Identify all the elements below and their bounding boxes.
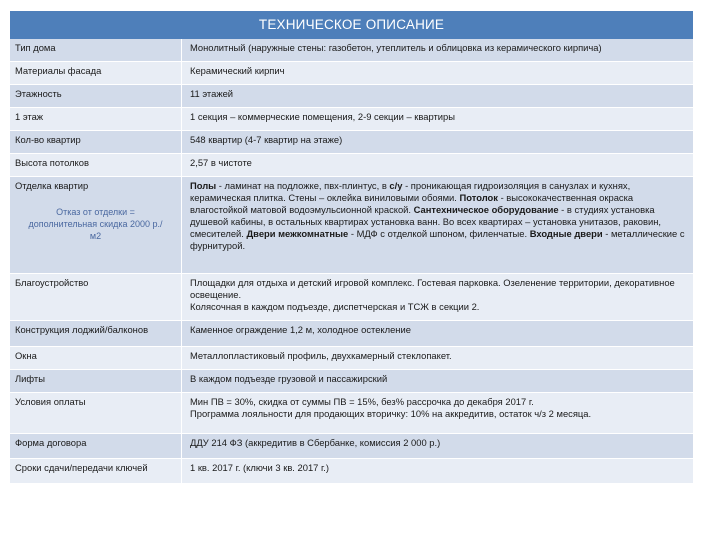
plumbing-term: Сантехническое оборудование bbox=[413, 204, 559, 215]
no-finish-discount-note: Отказ от отделки = дополнительная скидка 2000 р./м2 bbox=[28, 207, 163, 241]
finish-text: - металлические с фурнитурой. bbox=[190, 228, 685, 251]
row-label: 1 этаж bbox=[10, 108, 182, 130]
table-row bbox=[10, 39, 693, 62]
row-value-line: Мин ПВ = 30%, скидка от суммы ПВ = 15%, без% рассрочка до декабря 2017 г. bbox=[190, 396, 534, 407]
row-value: Керамический кирпич bbox=[190, 65, 285, 76]
table-row bbox=[10, 62, 693, 85]
tech-spec-table bbox=[10, 11, 693, 484]
row-value-line: Колясочная в каждом подъезде, диспетчерская и ТСЖ в секции 2. bbox=[190, 301, 480, 312]
row-label: Этажность bbox=[10, 85, 182, 107]
row-value: 11 этажей bbox=[190, 88, 234, 99]
table-row bbox=[10, 434, 693, 459]
table-row bbox=[10, 154, 693, 177]
row-label: Форма договора bbox=[10, 434, 182, 458]
row-label: Условия оплаты bbox=[10, 393, 182, 433]
table-row bbox=[10, 370, 693, 393]
table-row bbox=[10, 321, 693, 347]
row-value: В каждом подъезде грузовой и пассажирский bbox=[190, 373, 388, 384]
row-label-cell bbox=[10, 177, 182, 273]
finish-text: - высококачественная окраска влагостойкой матовой водоэмульсионной краской. bbox=[190, 192, 634, 215]
finish-text: - в студиях установка душевой кабины, в остальных квартирах установка ванн. Во всех квартирах – установка унитазов, раковин, смесителей. bbox=[190, 204, 662, 239]
table-row bbox=[10, 347, 693, 370]
table-row bbox=[10, 108, 693, 131]
row-value: 1 секция – коммерческие помещения, 2-9 секции – квартиры bbox=[190, 111, 455, 122]
row-label: Конструкция лоджий/балконов bbox=[10, 321, 182, 346]
row-label: Лифты bbox=[10, 370, 182, 392]
table-row bbox=[10, 131, 693, 154]
finish-description bbox=[182, 177, 693, 273]
table-row bbox=[10, 393, 693, 434]
row-value: 2,57 в чистоте bbox=[190, 157, 252, 168]
table-row bbox=[10, 459, 693, 484]
row-label: Окна bbox=[10, 347, 182, 369]
row-value: ДДУ 214 ФЗ (аккредитив в Сбербанке, комиссия 2 000 р.) bbox=[190, 437, 441, 448]
interior-doors-term: Двери межкомнатные bbox=[246, 228, 349, 239]
finish-text: - проникающая гидроизоляция в санузлах и кухнях, керамическая плитка. Стены – оклейка виниловыми обоями. bbox=[190, 180, 631, 203]
row-label: Высота потолков bbox=[10, 154, 182, 176]
row-label: Кол-во квартир bbox=[10, 131, 182, 153]
row-value bbox=[182, 393, 693, 433]
finish-text: - ламинат на подложке, пвх-плинтус, в bbox=[216, 180, 390, 191]
row-value bbox=[182, 274, 693, 320]
row-label: Материалы фасада bbox=[10, 62, 182, 84]
table-row bbox=[10, 85, 693, 108]
row-value: 1 кв. 2017 г. (ключи 3 кв. 2017 г.) bbox=[190, 462, 329, 473]
bathroom-term: с/у bbox=[389, 180, 403, 191]
row-value: 548 квартир (4-7 квартир на этаже) bbox=[190, 134, 343, 145]
table-row bbox=[10, 274, 693, 321]
row-value: Каменное ограждение 1,2 м, холодное остекление bbox=[190, 324, 411, 335]
table-title: ТЕХНИЧЕСКОЕ ОПИСАНИЕ bbox=[10, 11, 693, 39]
row-value-line: Площадки для отдыха и детский игровой комплекс. Гостевая парковка. Озеленение территории, декоративное освещение. bbox=[190, 277, 675, 300]
row-label: Благоустройство bbox=[10, 274, 182, 320]
table-row bbox=[10, 177, 693, 274]
floors-term: Полы bbox=[190, 180, 217, 191]
finish-text: - МДФ с отделкой шпоном, филенчатые. bbox=[348, 228, 530, 239]
row-value: Металлопластиковый профиль, двухкамерный стеклопакет. bbox=[190, 350, 452, 361]
entrance-doors-term: Входные двери bbox=[529, 228, 603, 239]
row-value: Монолитный (наружные стены: газобетон, утеплитель и облицовка из керамического кирпича) bbox=[190, 42, 602, 53]
row-label: Отделка квартир bbox=[15, 180, 89, 191]
ceiling-term: Потолок bbox=[459, 192, 498, 203]
row-label: Тип дома bbox=[10, 39, 182, 61]
row-value-line: Программа лояльности для продающих вторичку: 10% на аккредитив, остаток ч/з 2 месяца. bbox=[190, 408, 592, 419]
row-label: Сроки сдачи/передачи ключей bbox=[10, 459, 182, 483]
